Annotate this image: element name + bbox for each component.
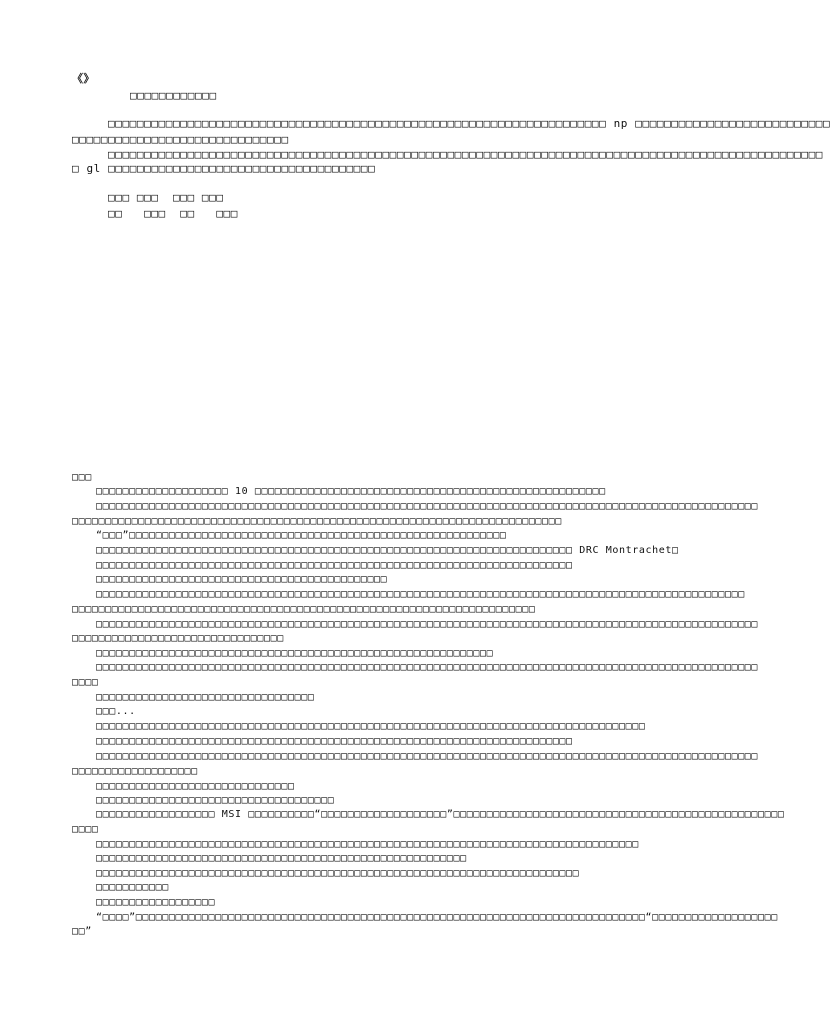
intro-line: □□□□□□□□□□□□□□□□□□□□□□□□□□□□□□□□□□□□□□□□□□□□□□□□□□□□□□□□□□□□□□□□□□□□□ np □□□□□□□□□□□□□□□□□□□□□□□□□□□: [108, 117, 830, 130]
body-line: □□□□: [72, 677, 99, 688]
body-line: □□□□□□□□□□□□□□□□□□□□□□□□□□□□□□□□□□□□□□□□□□□□□□□□□□□□□□□□□□□□: [96, 648, 494, 659]
body-line: □□□□□□□□□□□□□□□□□□□□□□□□□□□□□□□□□□□□□□□□□□□□□□□□□□□□□□□□□□□□□□□□□□□□□□□□□□□□□□□□□□□: [96, 721, 646, 732]
body-line: □□□□□□□□□□□□□□□□□□□□□□□□□□□□□□□□□: [96, 692, 315, 703]
body-line: □□□□□□□□□□□□□□□□□□□□□□□□□□□□□□□□□□□□□□□□□□□□□□□□□□□□□□□□: [96, 853, 467, 864]
body-line: □□”: [72, 926, 92, 937]
body-line: “□□□”□□□□□□□□□□□□□□□□□□□□□□□□□□□□□□□□□□□□□□□□□□□□□□□□□□□□□□□□□: [96, 530, 507, 541]
body-line: □□□□□□□□□□□□□□□□□□□□□□□□□□□□□□□□□□□□□□□□□□□□□□□□□□□□□□□□□□□□□□□□□□□□□□□□□□□□□□□□□□□□□□□□□□□□□□□□□□□□: [96, 619, 759, 630]
section-heading: □□□: [72, 472, 92, 483]
body-line: □□□□□□□□□□□□□□□□□□□□□□□□□□□□□□□□□□□□□□□□□□□□□□□□□□□□□□□□□□□□□□□□□□□□□□□□□□□□□□□□□□□□□□□□□□□□□□□□□□: [96, 589, 745, 600]
body-line: □□□□□□□□□□□□□□□□□□□□□□□□□□□□□□: [96, 781, 295, 792]
body-line: □□□□□□□□□□□□□□□□□□□□□□□□□□□□□□□□□□□□□□□□□□□□□□□□□□□□□□□□□□□□□□□□□□□□□□□□: [96, 736, 573, 747]
intro-line: □□□□□□□□□□□□□□□□□□□□□□□□□□□□□□: [72, 133, 289, 146]
body-line: □□□□□□□□□□□□□□□□□□□□□□□□□□□□□□□□□□□□□□□□□□□□□□□□□□□□□□□□□□□□□□□□□□□□□□□□ DRC Montrachet□: [96, 545, 679, 556]
body-line: □□□□□□□□□□□□□□□□□□: [96, 897, 216, 908]
body-line: □□□□□□□□□□□□□□□□□□□□ 10 □□□□□□□□□□□□□□□□□□□□□□□□□□□□□□□□□□□□□□□□□□□□□□□□□□□□□: [96, 486, 606, 497]
body-line: □□□□□□□□□□□□□□□□□□□□□□□□□□□□□□□□□□□□□□□□□□□□□□□□□□□□□□□□□□□□□□□□□□□□□□□□□□: [72, 516, 562, 527]
intro-line: □□□□□□□□□□□□□□□□□□□□□□□□□□□□□□□□□□□□□□□□□□□□□□□□□□□□□□□□□□□□□□□□□□□□□□□□□□□□□□□□□□□□□□□□□□□□□□□□□□□: [108, 148, 824, 161]
tag-line: □□□ □□□ □□□ □□□: [108, 191, 224, 204]
body-line: □□□□: [72, 824, 99, 835]
body-line: □□□□□□□□□□□□□□□□□□□□□□□□□□□□□□□□□□□□□□□□□□□□: [96, 574, 388, 585]
intro-line: □ gl □□□□□□□□□□□□□□□□□□□□□□□□□□□□□□□□□□□□□: [72, 162, 376, 175]
body-line: □□□□□□□□□□□□□□□□□□□□□□□□□□□□□□□□□□□□□□□□□□□□□□□□□□□□□□□□□□□□□□□□□□□□□□□□□□□□□□□□□□□□□□□□□□□□□□□□□□□□: [96, 501, 759, 512]
header-mark: 《》: [72, 72, 95, 85]
body-line: □□□□□□□□□□□□□□□□□□□□□□□□□□□□□□□□□□□□: [96, 795, 335, 806]
body-line: “□□□□”□□□□□□□□□□□□□□□□□□□□□□□□□□□□□□□□□□□□□□□□□□□□□□□□□□□□□□□□□□□□□□□□□□□□□□□□□□□□□“□□□□□□□□□□□□□□□□□□□: [96, 912, 778, 923]
tag-line: □□ □□□ □□ □□□: [108, 207, 239, 220]
body-line: □□□□□□□□□□□: [96, 882, 169, 893]
body-line: □□□□□□□□□□□□□□□□□□□□□□□□□□□□□□□□□□□□□□□□□□□□□□□□□□□□□□□□□□□□□□□□□□□□□□□□□: [96, 868, 580, 879]
body-line: □□□□□□□□□□□□□□□□□□□□□□□□□□□□□□□□□□□□□□□□□□□□□□□□□□□□□□□□□□□□□□□□□□□□□□□□□□□□□□□□□□□□□□□□□□□□□□□□□□□□: [96, 662, 759, 673]
body-line: □□□□□□□□□□□□□□□□□□ MSI □□□□□□□□□□“□□□□□□□□□□□□□□□□□□□”□□□□□□□□□□□□□□□□□□□□□□□□□□□□□□□□□□□□□□□□□□□□□□□□□□: [96, 809, 785, 820]
body-line: □□□□□□□□□□□□□□□□□□□□□□□□□□□□□□□□□□□□□□□□□□□□□□□□□□□□□□□□□□□□□□□□□□□□□□□□: [96, 560, 573, 571]
body-line: □□□...: [96, 706, 136, 717]
body-line: □□□□□□□□□□□□□□□□□□□: [72, 766, 198, 777]
document-title: □□□□□□□□□□□□: [130, 89, 217, 102]
body-line: □□□□□□□□□□□□□□□□□□□□□□□□□□□□□□□□: [72, 633, 284, 644]
body-line: □□□□□□□□□□□□□□□□□□□□□□□□□□□□□□□□□□□□□□□□□□□□□□□□□□□□□□□□□□□□□□□□□□□□□□□□□□□□□□□□□□□□□□□□□□□□□□□□□□□□: [96, 751, 759, 762]
body-line: □□□□□□□□□□□□□□□□□□□□□□□□□□□□□□□□□□□□□□□□□□□□□□□□□□□□□□□□□□□□□□□□□□□□□□: [72, 604, 536, 615]
body-line: □□□□□□□□□□□□□□□□□□□□□□□□□□□□□□□□□□□□□□□□□□□□□□□□□□□□□□□□□□□□□□□□□□□□□□□□□□□□□□□□□□: [96, 839, 639, 850]
